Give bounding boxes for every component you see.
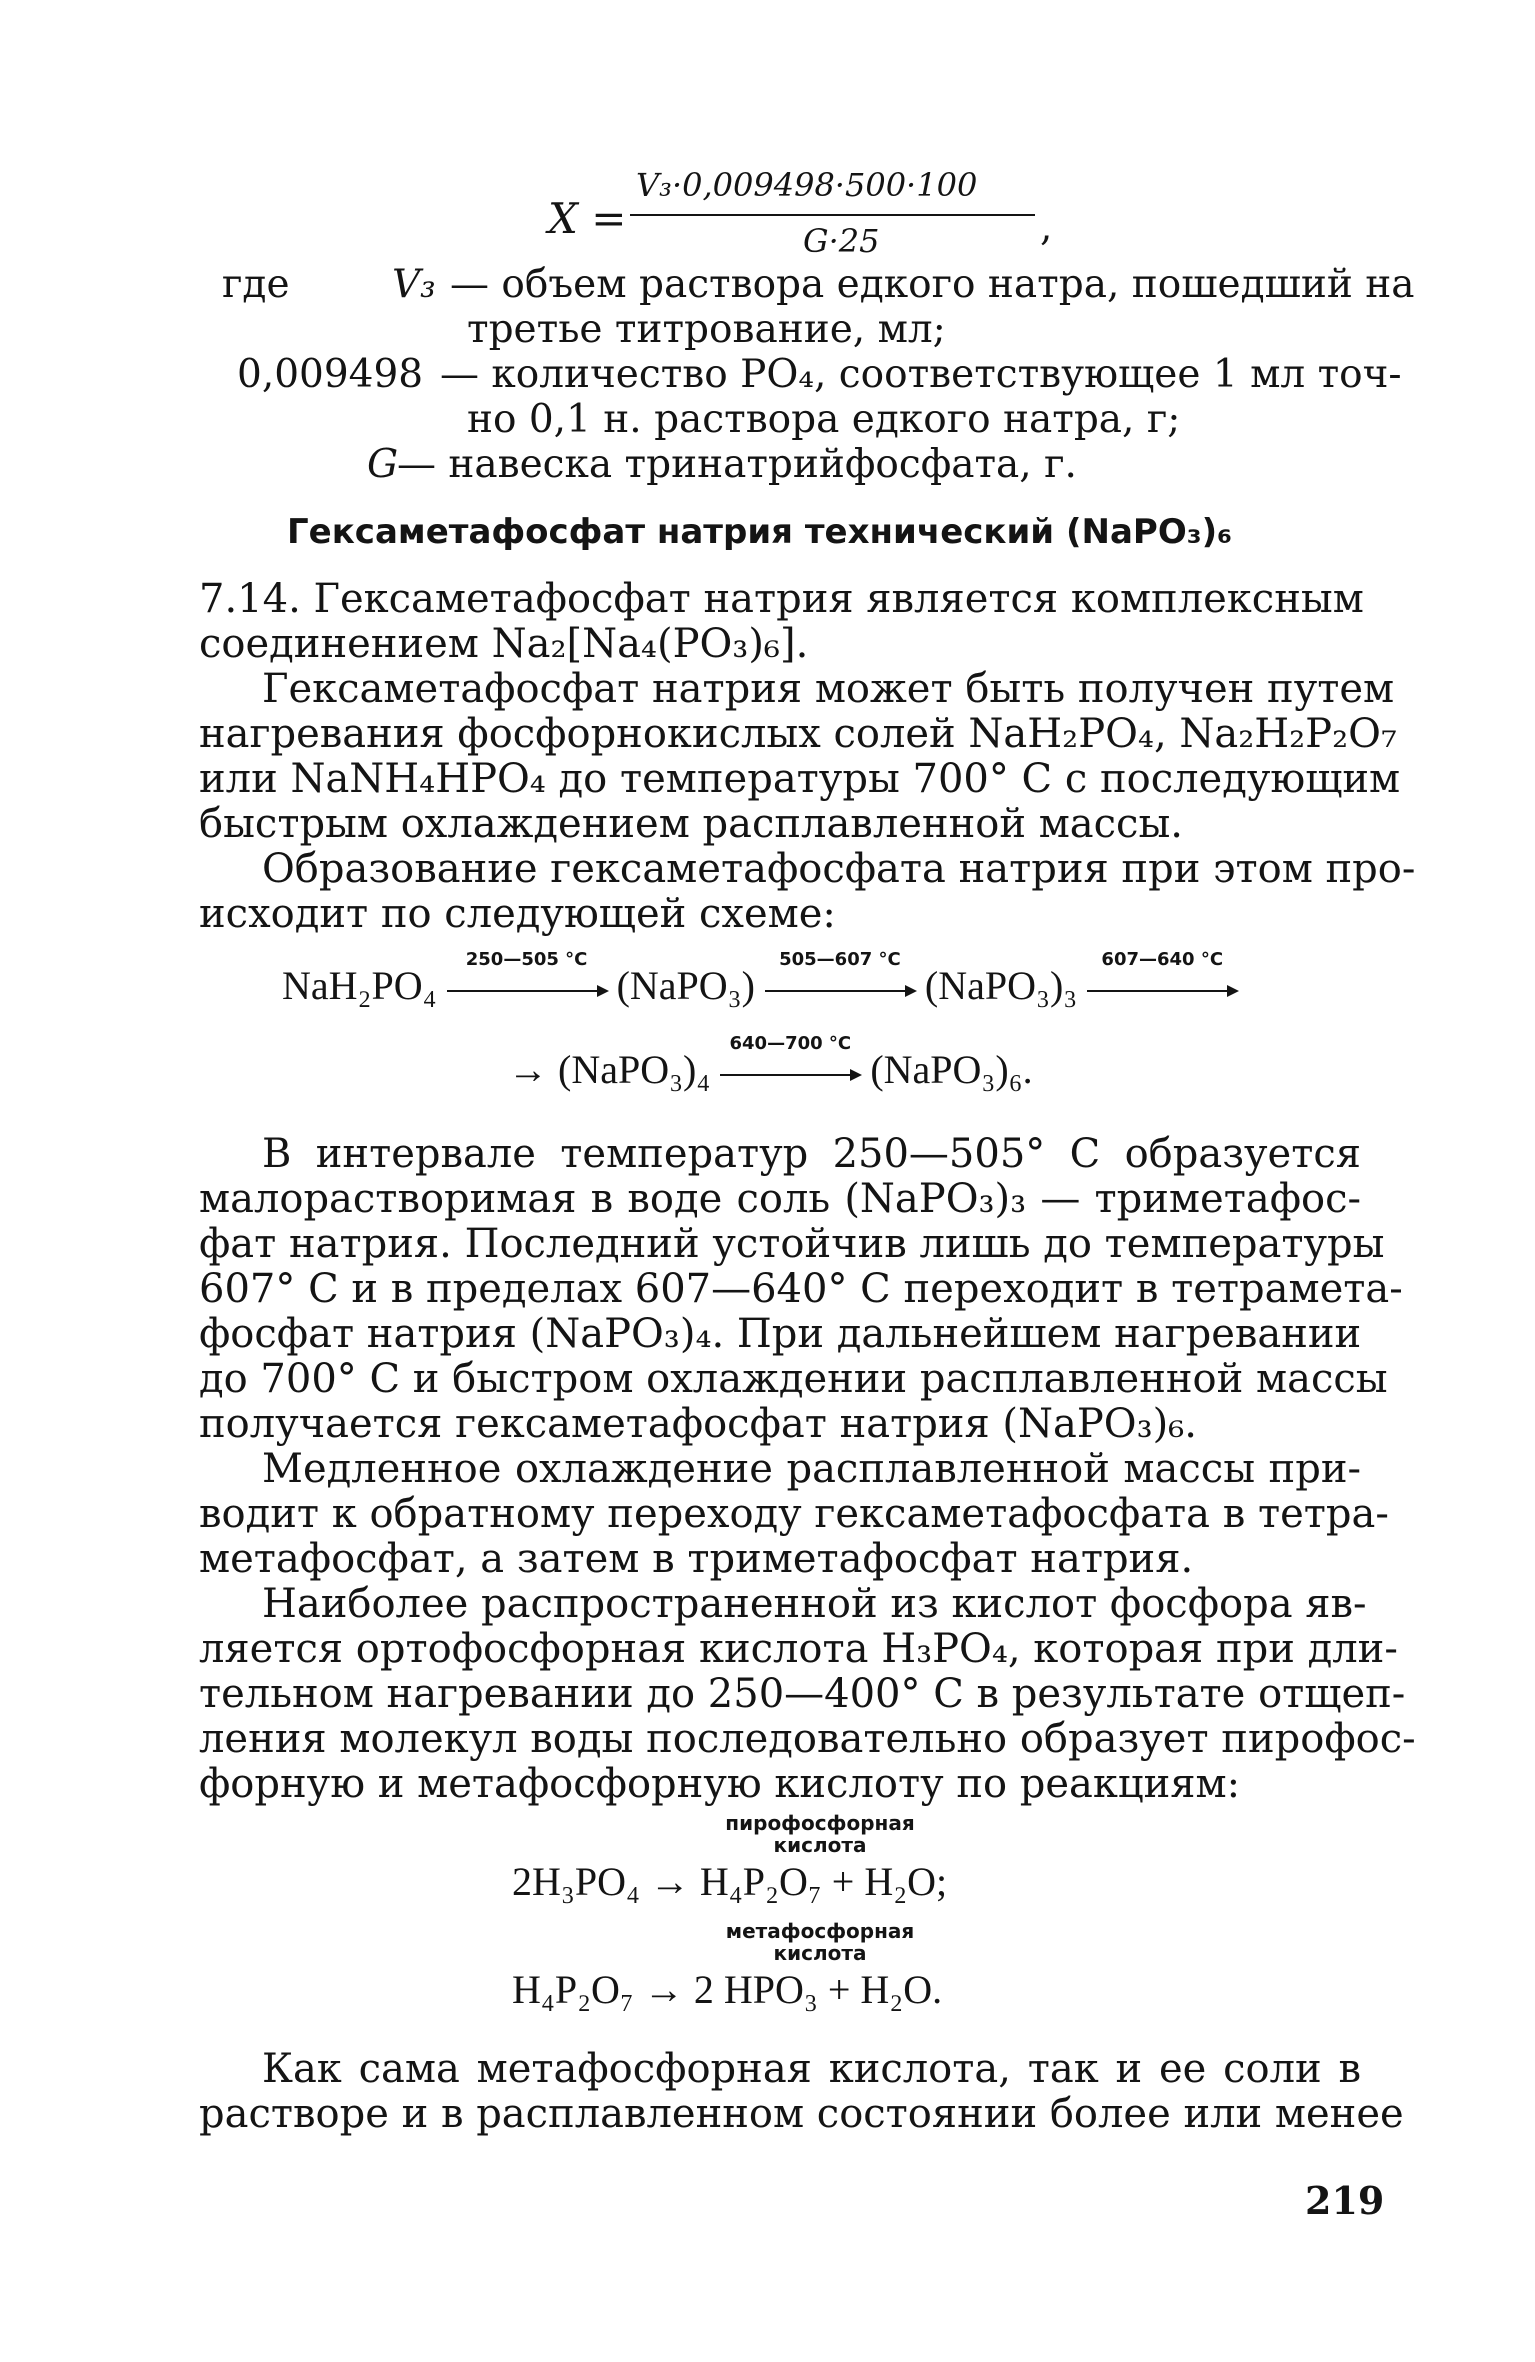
p4-line-1: В интервале температур 250—505° C образуется — [262, 1131, 1361, 1177]
reaction-2-label — [700, 1920, 940, 1964]
p4-line-2: малорастворимая в воде соль (NaPO₃)₃ — триметафос- — [199, 1176, 1361, 1222]
p4-line-4: 607° C и в пределах 607—640° C переходит в тетрамета- — [199, 1266, 1403, 1312]
legend-coef-symbol: 0,009498 — [237, 352, 424, 397]
scheme-species-5: (NaPO₃)₆. — [870, 1047, 1033, 1092]
scheme-line-1 — [282, 948, 1237, 1024]
legend-v3-text-2: третье титрование, мл; — [467, 307, 946, 352]
p7-line-2: растворе и в расплавленном состоянии более или менее — [199, 2091, 1404, 2137]
p6-line-5: форную и метафосфорную кислоту по реакциям: — [199, 1761, 1241, 1807]
reaction-2-label-line-2: кислота — [773, 1941, 867, 1965]
p5-line-2: водит к обратному переходу гексаметафосфата в тетра- — [199, 1491, 1389, 1537]
scheme-arrow-1-label: 250—505 °C — [465, 949, 588, 970]
arrow-1-icon — [447, 990, 607, 992]
scheme-species-2: (NaPO₃) — [616, 963, 755, 1008]
reaction-1-arrow: → — [649, 1859, 690, 1904]
p4-line-6: до 700° C и быстром охлаждении расплавленной массы — [199, 1356, 1388, 1402]
scheme-arrow-3-label: 607—640 °C — [1101, 949, 1224, 970]
scheme-species-4: (NaPO₃)₄ — [558, 1047, 711, 1092]
scheme-arrow-2 — [765, 948, 915, 992]
legend-where: где — [222, 262, 290, 307]
scheme-species-3: (NaPO₃)₃ — [924, 963, 1078, 1008]
p4-line-7: получается гексаметафосфат натрия (NaPO₃)₆. — [199, 1401, 1197, 1447]
reaction-2-label-line-1: метафосфорная — [725, 1919, 915, 1943]
reaction-2-arrow: → — [643, 1967, 684, 2012]
legend-coef-text-2: но 0,1 н. раствора едкого натра, г; — [467, 397, 1181, 442]
page-number: 219 — [1305, 2178, 1385, 2223]
arrow-2-icon — [765, 990, 915, 992]
p6-line-2: ляется ортофосфорная кислота H₃PO₄, которая при дли- — [199, 1626, 1398, 1672]
p2-line-3: или NaNH₄HPO₄ до температуры 700° C с последующим — [199, 756, 1401, 802]
fraction-bar — [630, 214, 1035, 216]
p1-line-2: соединением Na₂[Na₄(PO₃)₆]. — [199, 621, 809, 667]
p6-line-1: Наиболее распространенной из кислот фосфора яв- — [262, 1581, 1367, 1627]
scheme-arrow-4 — [720, 1032, 860, 1076]
reaction-2-lhs: H₄P₂O₇ — [512, 1967, 634, 2012]
formula-lhs: X = — [548, 194, 627, 243]
reaction-1 — [512, 1858, 947, 1905]
reaction-2 — [512, 1966, 942, 2013]
legend-v3-symbol: V₃ — [392, 262, 436, 307]
p7-line-1: Как сама метафосфорная кислота, так и ее соли в — [262, 2046, 1361, 2092]
reaction-1-label-line-1: пирофосфорная — [725, 1811, 915, 1835]
p4-line-3: фат натрия. Последний устойчив лишь до температуры — [199, 1221, 1385, 1267]
p6-line-4: ления молекул воды последовательно образует пирофос- — [199, 1716, 1416, 1762]
scheme-line-2 — [508, 1032, 1033, 1108]
p2-line-1: Гексаметафосфат натрия может быть получен путем — [262, 666, 1395, 712]
p2-line-2: нагревания фосфорнокислых солей NaH₂PO₄, Na₂H₂P₂O₇ — [199, 711, 1397, 757]
p1-line-1: 7.14. Гексаметафосфат натрия является комплексным — [199, 576, 1364, 622]
legend-v3-text-1: — объем раствора едкого натра, пошедший на — [450, 262, 1415, 307]
p5-line-3: метафосфат, а затем в триметафосфат натрия. — [199, 1536, 1194, 1582]
scheme-arrow-3 — [1087, 948, 1237, 992]
p3-line-1: Образование гексаметафосфата натрия при этом про- — [262, 846, 1416, 892]
arrow-3-icon — [1087, 990, 1237, 992]
legend-g-text-1: — навеска тринатрийфосфата, г. — [397, 442, 1077, 487]
scheme-continue-arrow: → — [508, 1047, 548, 1092]
p3-line-2: исходит по следующей схеме: — [199, 891, 836, 937]
p6-line-3: тельном нагревании до 250—400° C в результате отщеп- — [199, 1671, 1406, 1717]
reaction-1-rhs: H₄P₂O₇ + H₂O; — [699, 1859, 948, 1904]
scheme-arrow-4-label: 640—700 °C — [729, 1033, 852, 1054]
formula-comma: , — [1040, 205, 1053, 250]
formula-denominator: G·25 — [803, 222, 880, 260]
reaction-1-label-line-2: кислота — [773, 1833, 867, 1857]
legend-coef-text-1: — количество PO₄, соответствующее 1 мл точ- — [440, 352, 1402, 397]
p4-line-5: фосфат натрия (NaPO₃)₄. При дальнейшем нагревании — [199, 1311, 1362, 1357]
formula-numerator: V₃·0,009498·500·100 — [636, 166, 978, 204]
section-heading: Гексаметафосфат натрия технический (NaPO₃)₆ — [287, 512, 1233, 552]
scheme-arrow-2-label: 505—607 °C — [779, 949, 901, 970]
arrow-4-icon — [720, 1074, 860, 1076]
reaction-2-rhs: 2 HPO₃ + H₂O. — [693, 1967, 943, 2012]
p5-line-1: Медленное охлаждение расплавленной массы при- — [262, 1446, 1361, 1492]
legend-g-symbol: G — [367, 442, 399, 487]
scheme-arrow-1 — [447, 948, 607, 992]
p2-line-4: быстрым охлаждением расплавленной массы. — [199, 801, 1184, 847]
reaction-1-label — [700, 1812, 940, 1856]
reaction-1-lhs: 2H₃PO₄ — [512, 1859, 640, 1904]
scheme-species-1: NaH₂PO₄ — [282, 963, 437, 1008]
